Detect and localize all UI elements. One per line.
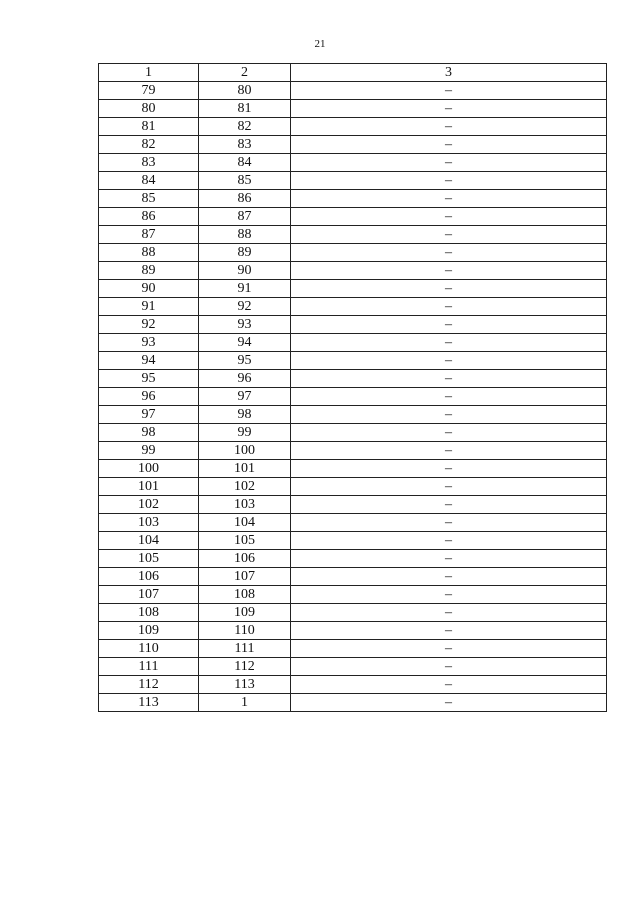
- table-cell-col-3: –: [291, 532, 607, 550]
- table-cell-col-2: 84: [199, 154, 291, 172]
- table-cell-col-3: –: [291, 298, 607, 316]
- table-row: [99, 460, 607, 478]
- table-cell-col-3: –: [291, 100, 607, 118]
- table-cell-col-3: –: [291, 118, 607, 136]
- table-cell-col-3: –: [291, 208, 607, 226]
- table-row: [99, 208, 607, 226]
- table-cell-col-1: 106: [99, 568, 199, 586]
- table-cell-col-2: 95: [199, 352, 291, 370]
- table-row: [99, 424, 607, 442]
- table-cell-col-1: 84: [99, 172, 199, 190]
- table-cell-col-1: 96: [99, 388, 199, 406]
- table-cell-col-1: 90: [99, 280, 199, 298]
- table-cell-col-2: 91: [199, 280, 291, 298]
- table-row: [99, 316, 607, 334]
- table-cell-col-2: 106: [199, 550, 291, 568]
- table-row: [99, 136, 607, 154]
- table-cell-col-3: –: [291, 694, 607, 712]
- table-cell-col-2: 112: [199, 658, 291, 676]
- table-header: [99, 64, 607, 82]
- table-row: [99, 586, 607, 604]
- table-row: [99, 604, 607, 622]
- table-cell-col-3: –: [291, 640, 607, 658]
- table-cell-col-2: 89: [199, 244, 291, 262]
- table-cell-col-1: 89: [99, 262, 199, 280]
- table-cell-col-1: 98: [99, 424, 199, 442]
- table-cell-col-1: 81: [99, 118, 199, 136]
- table-cell-col-2: 93: [199, 316, 291, 334]
- table-cell-col-1: 82: [99, 136, 199, 154]
- table-cell-col-1: 79: [99, 82, 199, 100]
- table-cell-col-2: 105: [199, 532, 291, 550]
- table-cell-col-2: 86: [199, 190, 291, 208]
- table-cell-col-3: –: [291, 622, 607, 640]
- table-cell-col-2: 107: [199, 568, 291, 586]
- table-row: [99, 226, 607, 244]
- table-cell-col-2: 90: [199, 262, 291, 280]
- table-cell-col-1: 80: [99, 100, 199, 118]
- table-cell-col-2: 98: [199, 406, 291, 424]
- table-cell-col-1: 110: [99, 640, 199, 658]
- page-number: 21: [314, 38, 326, 50]
- table-cell-col-2: 110: [199, 622, 291, 640]
- table-cell-col-2: 92: [199, 298, 291, 316]
- table-row: [99, 568, 607, 586]
- table-cell-col-2: 104: [199, 514, 291, 532]
- table-cell-col-3: –: [291, 370, 607, 388]
- table-row: [99, 100, 607, 118]
- table-row: [99, 514, 607, 532]
- table-cell-col-2: 99: [199, 424, 291, 442]
- table-cell-col-2: 82: [199, 118, 291, 136]
- table-row: [99, 82, 607, 100]
- table-row: [99, 676, 607, 694]
- table-cell-col-1: 91: [99, 298, 199, 316]
- table-cell-col-1: 108: [99, 604, 199, 622]
- table-row: [99, 658, 607, 676]
- table-row: [99, 388, 607, 406]
- table-cell-col-2: 1: [199, 694, 291, 712]
- table-cell-col-2: 108: [199, 586, 291, 604]
- table-cell-col-3: –: [291, 172, 607, 190]
- table-cell-col-3: –: [291, 604, 607, 622]
- table-cell-col-3: –: [291, 442, 607, 460]
- table-row: [99, 298, 607, 316]
- table-cell-col-1: 83: [99, 154, 199, 172]
- table-row: [99, 244, 607, 262]
- table-cell-col-2: 111: [199, 640, 291, 658]
- table-row: [99, 622, 607, 640]
- table-cell-col-1: 104: [99, 532, 199, 550]
- table-row: [99, 496, 607, 514]
- table-cell-col-1: 111: [99, 658, 199, 676]
- table-cell-col-3: –: [291, 154, 607, 172]
- table-cell-col-2: 96: [199, 370, 291, 388]
- table-cell-col-3: –: [291, 136, 607, 154]
- table-cell-col-1: 103: [99, 514, 199, 532]
- table-row: [99, 262, 607, 280]
- table-row: [99, 478, 607, 496]
- table-cell-col-3: –: [291, 676, 607, 694]
- column-header-1: 1: [99, 64, 199, 82]
- table-cell-col-1: 100: [99, 460, 199, 478]
- table-cell-col-3: –: [291, 424, 607, 442]
- table-row: [99, 550, 607, 568]
- table-row: [99, 280, 607, 298]
- table-cell-col-2: 103: [199, 496, 291, 514]
- table-row: [99, 334, 607, 352]
- table-cell-col-1: 105: [99, 550, 199, 568]
- table-cell-col-1: 107: [99, 586, 199, 604]
- table-cell-col-1: 87: [99, 226, 199, 244]
- table-cell-col-1: 101: [99, 478, 199, 496]
- table-cell-col-1: 95: [99, 370, 199, 388]
- table-body: [99, 82, 607, 712]
- table-row: [99, 370, 607, 388]
- table-cell-col-3: –: [291, 316, 607, 334]
- table-cell-col-2: 109: [199, 604, 291, 622]
- table-cell-col-2: 85: [199, 172, 291, 190]
- table-cell-col-1: 97: [99, 406, 199, 424]
- table-cell-col-2: 101: [199, 460, 291, 478]
- table-row: [99, 694, 607, 712]
- table-cell-col-2: 80: [199, 82, 291, 100]
- table-row: [99, 172, 607, 190]
- column-header-3: 3: [291, 64, 607, 82]
- table-cell-col-2: 102: [199, 478, 291, 496]
- header-row: [99, 64, 607, 82]
- table-cell-col-3: –: [291, 388, 607, 406]
- table-cell-col-1: 113: [99, 694, 199, 712]
- data-table: [98, 63, 607, 712]
- table-cell-col-3: –: [291, 550, 607, 568]
- table-cell-col-1: 93: [99, 334, 199, 352]
- table-cell-col-3: –: [291, 334, 607, 352]
- table-cell-col-3: –: [291, 190, 607, 208]
- table-cell-col-1: 92: [99, 316, 199, 334]
- table-cell-col-3: –: [291, 226, 607, 244]
- table-cell-col-1: 88: [99, 244, 199, 262]
- table-cell-col-2: 97: [199, 388, 291, 406]
- table-row: [99, 442, 607, 460]
- table-cell-col-2: 87: [199, 208, 291, 226]
- table-cell-col-1: 86: [99, 208, 199, 226]
- table-cell-col-3: –: [291, 406, 607, 424]
- table-cell-col-1: 94: [99, 352, 199, 370]
- table-row: [99, 118, 607, 136]
- table-cell-col-3: –: [291, 478, 607, 496]
- table-cell-col-3: –: [291, 568, 607, 586]
- table-cell-col-3: –: [291, 280, 607, 298]
- table-row: [99, 406, 607, 424]
- table-cell-col-3: –: [291, 82, 607, 100]
- table-cell-col-3: –: [291, 658, 607, 676]
- table-cell-col-2: 88: [199, 226, 291, 244]
- table-row: [99, 352, 607, 370]
- table-cell-col-3: –: [291, 460, 607, 478]
- table-cell-col-1: 85: [99, 190, 199, 208]
- table-cell-col-1: 112: [99, 676, 199, 694]
- table-row: [99, 640, 607, 658]
- column-header-2: 2: [199, 64, 291, 82]
- table-cell-col-2: 100: [199, 442, 291, 460]
- table-cell-col-1: 102: [99, 496, 199, 514]
- table-cell-col-3: –: [291, 244, 607, 262]
- table-cell-col-3: –: [291, 262, 607, 280]
- table-cell-col-1: 109: [99, 622, 199, 640]
- table-cell-col-3: –: [291, 586, 607, 604]
- table-cell-col-2: 94: [199, 334, 291, 352]
- table-cell-col-2: 83: [199, 136, 291, 154]
- table-cell-col-3: –: [291, 496, 607, 514]
- table-cell-col-3: –: [291, 514, 607, 532]
- table-cell-col-1: 99: [99, 442, 199, 460]
- table-row: [99, 190, 607, 208]
- table-cell-col-2: 81: [199, 100, 291, 118]
- table-row: [99, 532, 607, 550]
- table-cell-col-2: 113: [199, 676, 291, 694]
- table-cell-col-3: –: [291, 352, 607, 370]
- table-row: [99, 154, 607, 172]
